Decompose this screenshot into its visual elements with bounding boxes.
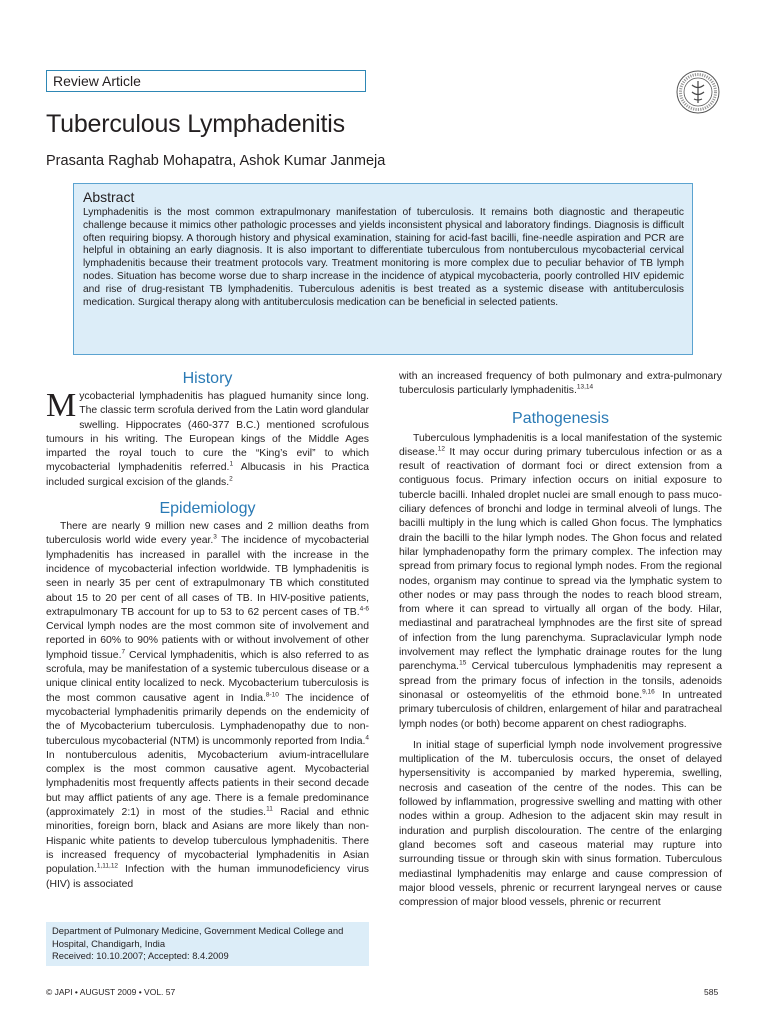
reference-mark: 12 (437, 445, 445, 453)
pathogenesis-text: Cervical tuberculous lymphadenitis may represent a spread from the primary focus of infection in the tonsils, adenoids sinonasal or osteomyelitis of the ethmoid bone. (399, 661, 722, 701)
article-title: Tuberculous Lymphadenitis (46, 110, 345, 138)
epidemiology-text: In nontuberculous adenitis, Mycobacterium avium-intracellulare complex is the most common causative agent. Mycobacterial lymphadenitis most frequently affects patients in their second decade but may afflict patients of any age. There is a female predominance (approximately 2:1) in most of the studies. (46, 749, 369, 819)
pathogenesis-text: In untreated primary tuberculosis of children, enlargement of hilar and paratracheal lymph nodes (or both) become apparent on chest radiographs. (399, 689, 722, 730)
continuation-text: with an increased frequency of both pulmonary and extra-pulmonary tuberculosis particularly lymphadenitis. (399, 371, 722, 397)
epidemiology-text: The incidence of mycobacterial lymphadenitis has increased in parallel with the increase in the incidence of mycobacterial infection worldwide. TB lymphadenitis is seen in nearly 35 per cent of extrapulmonary TB which constituted about 15 to 20 per cent of all cases of TB. In HIV-positive patients, extrapulmonary TB account for up to 53 to 62 percent cases of TB. (46, 535, 369, 618)
reference-mark: 13,14 (576, 383, 594, 391)
reference-mark: 8-10 (265, 691, 279, 699)
right-column (399, 370, 722, 910)
footer-page-number: 585 (704, 987, 719, 997)
epidemiology-text: There are nearly 9 million new cases and 2 million deaths from tuberculosis world wide every year. (46, 521, 369, 547)
pathogenesis-text: Tuberculous lymphadenitis is a local manifestation of the systemic disease. (399, 432, 722, 458)
history-paragraph (46, 387, 369, 490)
affiliation-department: Department of Pulmonary Medicine, Government Medical College and Hospital, Chandigarh, India (52, 925, 344, 949)
footer-journal: © JAPI • AUGUST 2009 • VOL. 57 (46, 987, 176, 997)
history-text: Albucasis in his Practica included surgical excision of the glands. (46, 462, 369, 488)
reference-mark: 1,11,12 (96, 862, 119, 870)
pathogenesis-paragraph-1 (399, 432, 722, 732)
abstract-box (73, 183, 693, 355)
abstract-text: Lymphadenitis is the most common extrapulmonary manifestation of tuberculosis. It remains both diagnostic and therapeutic challenge because it mimics other pathologic processes and yields inconsistent physical and laboratory findings. Diagnosis is difficult often requiring biopsy. A thorough history and physical examination, staining for acid-fast bacilli, fine-needle aspiration and PCR are helpful in obtaining an early diagnosis. It is also important to differentiate tuberculous from nontuberculous mycobacterial cervical lymphadenitis because their treatment protocols vary. Treatment monitoring is more complex due to peculiar behavior of TB lymph nodes. Situation has become worse due to sharp increase in the incidence of atypical mycobacteria, poorly controlled HIV epidemic and rise of drug-resistant TB lymphadenitis. Tuberculous adenitis is best treated as a systemic disease with antituberculosis medication. Surgical therapy along with antituberculosis medication can be beneficial in selected patients. (83, 207, 684, 308)
continuation-paragraph (399, 370, 722, 399)
reference-mark: 11 (266, 805, 273, 813)
reference-mark: 4-6 (359, 605, 369, 613)
affiliation-dates: Received: 10.10.2007; Accepted: 8.4.2009 (52, 950, 229, 962)
affiliation-box (46, 922, 369, 966)
history-text: ycobacterial lymphadenitis has plagued humanity since long. The classic term scrofula derived from the Latin word glandular swelling. Hippocrates (460-377 B.C.) mentioned scrofulous tumours in his writing. The European kings of the Middle Ages imparted the royal touch to cure the “King’s evil” to which mycobacterial lymphadenitis referred. (46, 391, 369, 474)
epidemiology-text: Cervical lymph nodes are the most common site of involvement and reported in 60% to 90% patients with or without involvement of other lymphoid tissue. (46, 621, 369, 661)
reference-mark: 4 (365, 734, 369, 742)
article-type-label: Review Article (53, 73, 141, 89)
reference-mark: 1 (229, 461, 234, 469)
association-seal-logo (676, 70, 720, 114)
pathogenesis-heading: Pathogenesis (512, 409, 609, 427)
reference-mark: 9,16 (642, 688, 655, 696)
epidemiology-text: Infection with the human immunodeficiency virus (HIV) is associated (46, 864, 369, 890)
epidemiology-text: The incidence of mycobacterial lymphadenitis primarily depends on the endemicity of the of Mycobacterium tuberculosis. Lymphadenopathy due to non-tuberculous mycobacterial (NTM) is uncommonly reported from India. (46, 692, 370, 747)
history-heading: History (182, 370, 233, 387)
pathogenesis-text: It may occur during primary tuberculous infection or as a result of reactivation of dormant foci or direct extension from a contiguous focus. Primary infection occurs on initial exposure to tubercle bacilli. Inhaled droplet nuclei are small enough to pass muco-ciliary defences of bronchi and lodge in terminal alveoli of lungs. The bacilli multiply in the lung which is called Ghon focus. The lymphatics drain the bacilli to the hilar lymph nodes. The Ghon focus and related hilar lymphadenopathy form the primary complex. The infection may spread from primary focus to regional lymph nodes. From the regional nodes, organism may continue to spread via the lymphatic system to other nodes or may pass through the nodes to reach blood stream, from where it can spread to virtually all organ of the body. Hilar, mediastinal and paratracheal lymphnodes are the first site of spread of infection from the lung parenchyma. Supraclavicular lymph node involvement may reflect the lymphatic drainage routes for the lung parenchyma. (399, 446, 722, 673)
reference-mark: 15 (459, 659, 467, 667)
reference-mark: 7 (121, 648, 126, 656)
abstract-heading: Abstract (83, 189, 135, 205)
pathogenesis-paragraph-2: In initial stage of superficial lymph node involvement progressive multiplication of the M. tuberculosis occurs, the onset of delayed hypersensitivity is accompanied by marked hyperemia, swelling, necrosis and caseation of the centre of the nodes. This can be followed by inflammation, progressive swelling and matting with other nodes within a group. Adhesion to the adjacent skin may result in induration and purplish discolouration. The centre of the enlarging gland becomes soft and caseous material may rupture into surrounding tissue or through skin with sinus formation. Tuberculous mediastinal lymphadenitis may enlarge and cause compression of major blood vessels, phrenic or recurrent laryngeal nerves or cause compression of major blood vessels, phrenic or recurrent (399, 739, 722, 909)
reference-mark: 3 (213, 533, 217, 541)
drop-cap: M (46, 387, 77, 424)
epidemiology-paragraph (46, 520, 369, 892)
epidemiology-heading: Epidemiology (159, 500, 256, 518)
epidemiology-text: Racial and ethnic minorities, foreign born, black and Asians are more likely than non-Hispanic white patients to develop tuberculous lymphadenitis. There is increased frequency of mycobacterial lymphadenitis in Asian population. (46, 807, 369, 876)
article-type-box (46, 70, 366, 92)
epidemiology-text: Cervical lymphadenitis, which is also referred to as scrofula, may be manifestation of a systemic tuberculous disease or a unique clinical entity localized to neck. Mycobacterium tuberculosis is the most common causative agent in India. (46, 649, 369, 704)
reference-mark: 2 (229, 475, 233, 483)
left-column (46, 368, 369, 892)
article-authors: Prasanta Raghab Mohapatra, Ashok Kumar Janmeja (46, 153, 386, 169)
